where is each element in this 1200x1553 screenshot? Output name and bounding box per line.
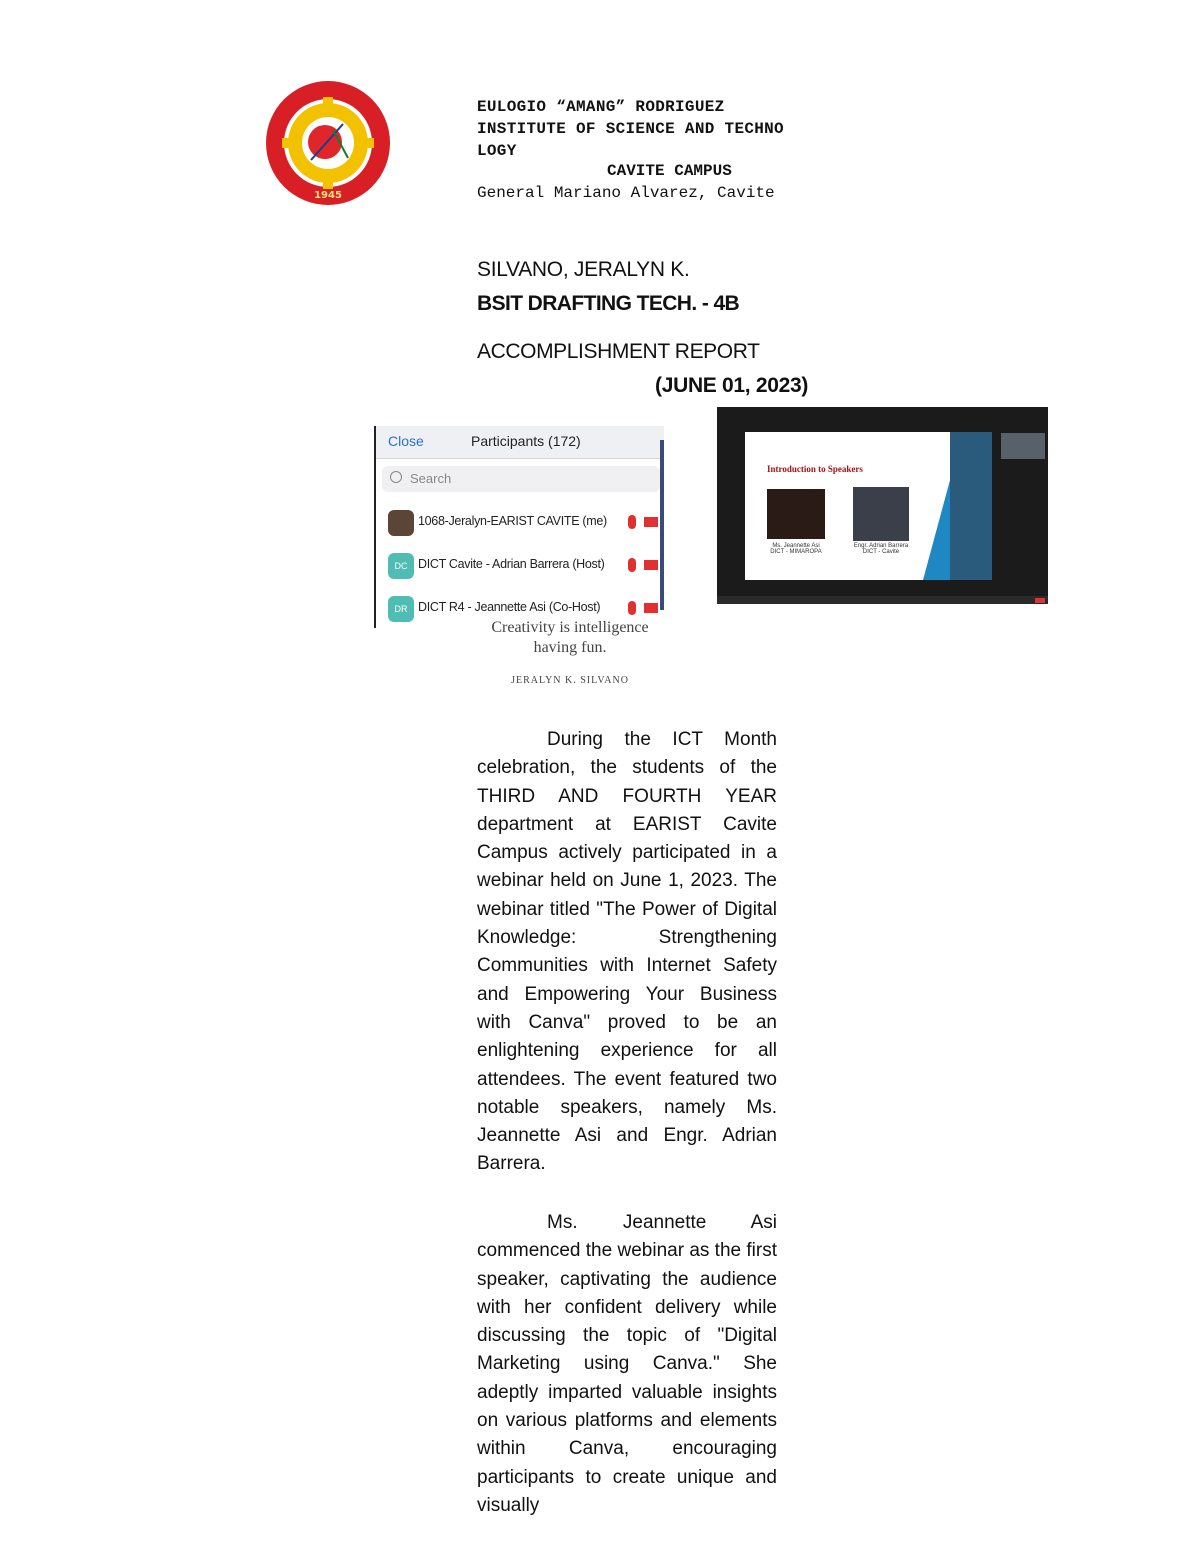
search-icon bbox=[390, 471, 402, 483]
institution-line: LOGY bbox=[477, 142, 517, 160]
participant-video bbox=[1001, 433, 1045, 459]
speaker-label bbox=[761, 543, 831, 555]
institution-line: EULOGIO “AMANG” RODRIGUEZ bbox=[477, 98, 725, 116]
quote-text bbox=[470, 618, 670, 658]
background-stripe bbox=[660, 440, 664, 610]
slide-title: Introduction to Speakers bbox=[767, 464, 863, 474]
paragraph-text: During the ICT Month celebration, the students of the THIRD AND FOURTH YEAR department at EARIST Cavite Campus actively participated in a webinar held on June 1, 2023. The webinar titled "The Power of Digital Knowledge: Strengthening Communities with Internet Safety and Empowering Your Business with Canva" proved to be an enlightening experience for all attendees. The event featured two notable speakers, namely Ms. Jeannette Asi and Engr. Adrian Barrera. bbox=[477, 729, 777, 1175]
quote-line: Creativity is intelligence bbox=[491, 619, 649, 636]
participant-name: 1068-Jeralyn-EARIST CAVITE (me) bbox=[418, 514, 607, 528]
body-paragraph bbox=[477, 1209, 777, 1520]
participants-title: Participants (172) bbox=[471, 433, 581, 449]
microphone-muted-icon bbox=[628, 558, 636, 572]
avatar bbox=[388, 510, 414, 536]
body-paragraph bbox=[477, 726, 777, 1179]
institution-line: INSTITUTE OF SCIENCE AND TECHNO bbox=[477, 120, 784, 138]
participant-name: DICT Cavite - Adrian Barrera (Host) bbox=[418, 557, 605, 571]
avatar: DC bbox=[388, 553, 414, 579]
campus-name: CAVITE CAMPUS bbox=[607, 162, 732, 180]
slide-decoration bbox=[950, 432, 992, 580]
svg-text:1945: 1945 bbox=[314, 190, 342, 201]
institution-logo bbox=[263, 80, 393, 206]
speaker-photo bbox=[853, 487, 909, 541]
quote-author: JERALYN K. SILVANO bbox=[511, 675, 629, 686]
student-course: BSIT DRAFTING TECH. - 4B bbox=[477, 292, 740, 315]
leave-button[interactable] bbox=[1035, 598, 1045, 603]
microphone-muted-icon bbox=[628, 515, 636, 529]
campus-address: General Mariano Alvarez, Cavite bbox=[477, 184, 775, 202]
report-date: (JUNE 01, 2023) bbox=[655, 374, 809, 397]
search-placeholder: Search bbox=[410, 471, 452, 486]
close-button[interactable]: Close bbox=[388, 433, 424, 449]
student-name: SILVANO, JERALYN K. bbox=[477, 258, 690, 281]
microphone-muted-icon bbox=[628, 601, 636, 615]
participants-search[interactable] bbox=[382, 466, 660, 492]
quote-line: having fun. bbox=[533, 639, 607, 656]
participant-name: DICT R4 - Jeannette Asi (Co-Host) bbox=[418, 600, 601, 614]
avatar: DR bbox=[388, 596, 414, 622]
participants-header bbox=[376, 426, 664, 459]
participant-row[interactable] bbox=[376, 502, 664, 542]
camera-off-icon bbox=[644, 603, 658, 613]
speaker-name: Ms. Jeannette Asi bbox=[772, 543, 820, 549]
participants-screenshot bbox=[374, 426, 664, 628]
paragraph-text: Ms. Jeannette Asi commenced the webinar as the first speaker, captivating the audience with her confident delivery while discussing the topic of "Digital Marketing using Canva." She adeptly imparted valuable insights on various platforms and elements within Canva, encouraging participants to create unique and visually bbox=[477, 1212, 777, 1516]
speaker-name: Engr. Adrian Barrera bbox=[853, 543, 909, 549]
speaker-label bbox=[846, 543, 916, 555]
report-title: ACCOMPLISHMENT REPORT bbox=[477, 340, 760, 363]
speaker-org: DICT - Cavite bbox=[862, 549, 900, 555]
webinar-screenshot bbox=[717, 407, 1048, 604]
webinar-slide bbox=[745, 432, 992, 580]
speaker-photo bbox=[767, 489, 825, 539]
camera-off-icon bbox=[644, 517, 658, 527]
institution-name bbox=[477, 96, 837, 162]
meeting-toolbar bbox=[717, 596, 1048, 604]
speaker-org: DICT - MIMAROPA bbox=[770, 549, 822, 555]
camera-off-icon bbox=[644, 560, 658, 570]
participant-row[interactable] bbox=[376, 545, 664, 585]
